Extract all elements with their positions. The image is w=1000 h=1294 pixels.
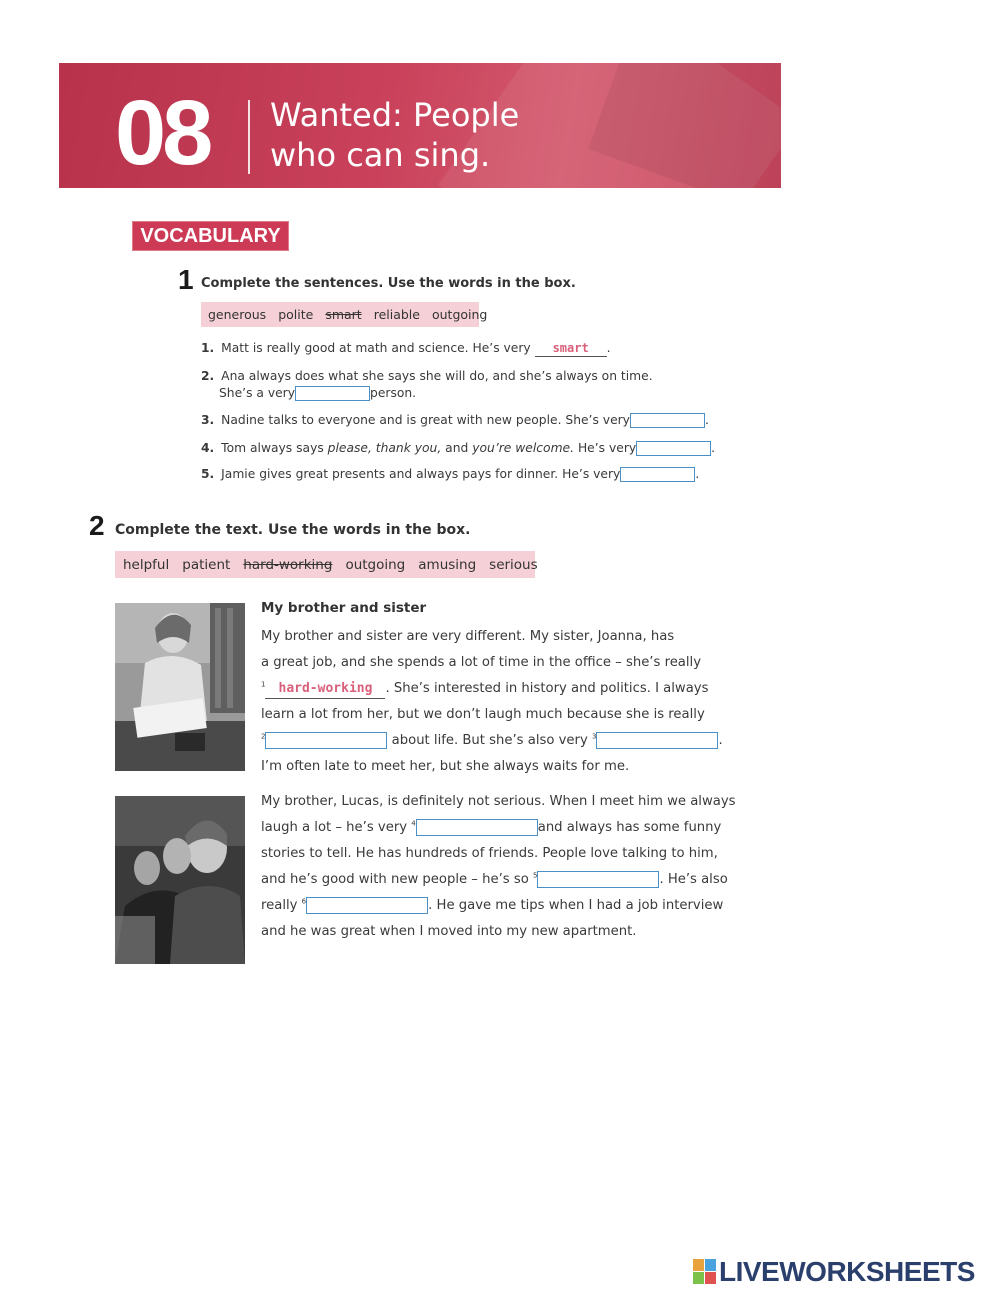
text-heading: My brother and sister (261, 600, 427, 616)
example-answer-line (265, 680, 385, 699)
logo-text: LIVEWORKSHEETS (719, 1256, 975, 1287)
sentence-end: . (711, 441, 716, 455)
para-line: My brother and sister are very different. My sister, Joanna, has (261, 629, 675, 644)
answer-input-gap5[interactable] (537, 871, 659, 888)
section-label: VOCABULARY (132, 221, 289, 251)
sentence-text: He’s very (574, 441, 637, 455)
gap-number: 4 (411, 819, 416, 828)
word-box-item: polite (278, 307, 314, 322)
unit-title-line1: Wanted: People (270, 96, 520, 134)
gap-number: 2 (261, 732, 266, 741)
word-box-item: amusing (418, 556, 477, 573)
liveworksheets-mark-icon (693, 1259, 717, 1285)
sentence-end: . (695, 467, 700, 481)
sentence-1 (201, 340, 611, 357)
word-box-item: generous (208, 307, 267, 322)
gap-number: 3 (591, 732, 597, 741)
sentence-italic: please, thank you, (327, 441, 442, 455)
photo-woman-working (115, 603, 245, 771)
para-line: a great job, and she spends a lot of time in the office – she’s really (261, 655, 702, 670)
sentence-4 (201, 440, 715, 456)
para-text: . (718, 733, 723, 748)
unit-banner (59, 63, 781, 188)
liveworksheets-logo[interactable] (693, 1256, 975, 1288)
sentence-number: 4. (201, 441, 215, 455)
unit-title-line2: who can sing. (270, 136, 491, 174)
example-answer: hard-working (278, 681, 373, 696)
sentence-end: person. (370, 386, 417, 400)
sentence-text: and (441, 441, 473, 455)
paragraph-2 (261, 789, 736, 945)
para-text: really (261, 898, 298, 913)
para-line (261, 728, 723, 754)
sentence-end: . (606, 341, 611, 355)
para-text: and he’s good with new people – he’s so (261, 872, 529, 887)
sentence-2 (201, 368, 653, 384)
unit-title (270, 95, 519, 175)
exercise-2-number: 2 (89, 510, 105, 541)
exercise-1-number: 1 (178, 264, 194, 295)
exercise-1-instruction: Complete the sentences. Use the words in the box. (201, 276, 576, 291)
exercise-2-instruction: Complete the text. Use the words in the box. (115, 522, 471, 538)
para-line: I’m often late to meet her, but she always waits for me. (261, 759, 630, 774)
sentence-end: . (704, 413, 709, 427)
sentence-2-line2 (219, 385, 416, 401)
word-box-item: outgoing (431, 307, 488, 322)
answer-input-gap4[interactable] (416, 819, 538, 836)
para-text: . He gave me tips when I had a job interview (428, 898, 724, 913)
answer-input-s5[interactable] (620, 467, 695, 482)
sentence-number: 5. (201, 467, 215, 481)
gap-number: 5 (532, 871, 538, 880)
sentence-text: Ana always does what she says she will do, and she’s always on time. (221, 369, 653, 383)
exercise-2-word-box (115, 551, 538, 578)
sentence-3 (201, 412, 709, 428)
exercise-1-word-box (201, 302, 488, 327)
photo-friends (115, 796, 245, 964)
para-line (261, 815, 736, 841)
gap-number: 1 (261, 680, 266, 689)
example-answer: smart (552, 341, 589, 355)
word-box-item: serious (489, 556, 538, 573)
sentence-italic: you’re welcome. (472, 441, 575, 455)
para-text: and always has some funny (537, 820, 722, 835)
para-text: laugh a lot – he’s very (261, 820, 408, 835)
example-answer-line (535, 340, 607, 357)
answer-input-s3[interactable] (630, 413, 705, 428)
sentence-number: 1. (201, 341, 215, 355)
answer-input-gap2[interactable] (265, 732, 387, 749)
para-line: stories to tell. He has hundreds of friends. People love talking to him, (261, 846, 718, 861)
paragraph-1 (261, 624, 723, 780)
gap-number: 6 (301, 897, 307, 906)
para-line (261, 893, 736, 919)
word-box-item-crossed: hard-working (243, 556, 333, 573)
sentence-5 (201, 466, 699, 482)
banner-divider (248, 100, 250, 174)
para-text: . He’s also (659, 872, 728, 887)
word-box-item: patient (182, 556, 231, 573)
para-line: and he was great when I moved into my new apartment. (261, 924, 637, 939)
para-text: . She’s interested in history and politics. I always (385, 681, 709, 696)
word-box-item: outgoing (345, 556, 406, 573)
para-line: My brother, Lucas, is definitely not serious. When I meet him we always (261, 794, 736, 809)
sentence-text: Tom always says (221, 441, 328, 455)
answer-input-gap3[interactable] (596, 732, 718, 749)
sentence-number: 3. (201, 413, 215, 427)
para-line (261, 676, 723, 702)
para-text: about life. But she’s also very (391, 733, 588, 748)
sentence-text: Matt is really good at math and science. He’s very (221, 341, 531, 355)
word-box-item: helpful (123, 556, 170, 573)
word-box-item: reliable (373, 307, 420, 322)
answer-input-s2[interactable] (295, 386, 370, 401)
word-box-item-crossed: smart (325, 307, 362, 322)
answer-input-gap6[interactable] (306, 897, 428, 914)
sentence-text: She’s a very (219, 386, 296, 400)
para-line (261, 867, 736, 893)
sentence-text: Jamie gives great presents and always pays for dinner. He’s very (221, 467, 621, 481)
unit-number: 08 (115, 82, 210, 184)
sentence-text: Nadine talks to everyone and is great with new people. She’s very (221, 413, 630, 427)
answer-input-s4[interactable] (636, 441, 711, 456)
para-line: learn a lot from her, but we don’t laugh much because she is really (261, 707, 705, 722)
sentence-number: 2. (201, 369, 215, 383)
